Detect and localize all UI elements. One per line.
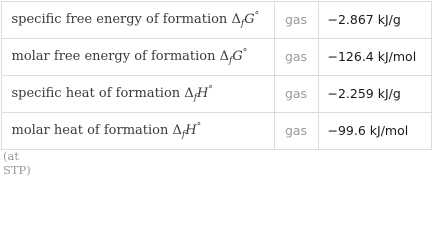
property-symbol: $\Delta_fH^\circ$ <box>184 84 213 103</box>
table-row <box>1 75 431 112</box>
property-name: molar free energy of formation $\Delta_fG^\circ$ <box>1 38 274 75</box>
property-name: specific heat of formation $\Delta_fH^\circ$ <box>1 75 274 112</box>
table-row <box>1 1 431 38</box>
phase-cell: gas <box>274 38 318 75</box>
phase-cell: gas <box>274 75 318 112</box>
property-name: molar heat of formation $\Delta_fH^\circ$ <box>1 112 274 149</box>
value-cell: −2.867 kJ/g <box>318 1 431 38</box>
properties-table <box>1 1 432 150</box>
property-symbol: $\Delta_fG^\circ$ <box>231 10 260 29</box>
value-cell: −99.6 kJ/mol <box>318 112 431 149</box>
footnote: (at STP) <box>3 149 31 177</box>
phase-cell: gas <box>274 112 318 149</box>
value-cell: −126.4 kJ/mol <box>318 38 431 75</box>
table-row <box>1 112 431 149</box>
property-name: specific free energy of formation $\Delta_fG^\circ$ <box>1 1 274 38</box>
property-symbol: $\Delta_fG^\circ$ <box>219 47 248 66</box>
property-symbol: $\Delta_fH^\circ$ <box>172 121 202 140</box>
phase-cell: gas <box>274 1 318 38</box>
value-cell: −2.259 kJ/g <box>318 75 431 112</box>
table-row <box>1 38 431 75</box>
